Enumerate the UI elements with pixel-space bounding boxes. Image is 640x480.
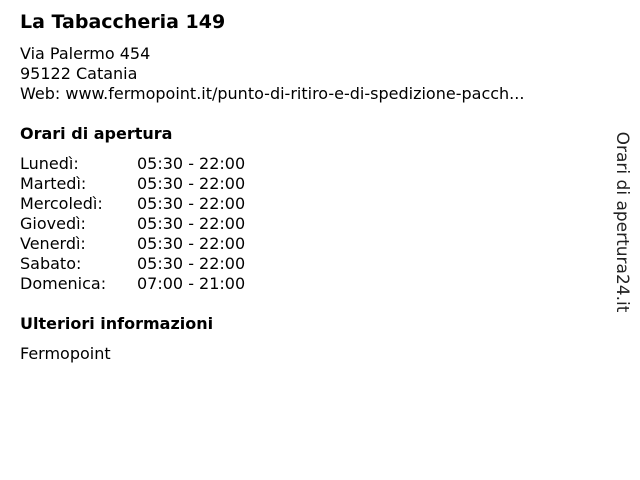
hours-row-thursday — [20, 214, 320, 234]
time-range: 05:30 - 22:00 — [137, 254, 246, 273]
time-range: 05:30 - 22:00 — [137, 194, 246, 213]
time-range: 05:30 - 22:00 — [137, 174, 246, 193]
time-range: 07:00 - 21:00 — [137, 274, 246, 293]
opening-hours-heading: Orari di apertura — [20, 124, 173, 143]
time-range: 05:30 - 22:00 — [137, 234, 246, 253]
additional-info-text: Fermopoint — [20, 344, 111, 363]
day-label: Domenica: — [20, 274, 107, 293]
day-label: Lunedì: — [20, 154, 79, 173]
city-address: 95122 Catania — [20, 64, 138, 83]
hours-row-sunday — [20, 274, 320, 294]
hours-row-wednesday — [20, 194, 320, 214]
opening-hours-table — [20, 154, 320, 294]
store-address — [20, 44, 524, 104]
day-label: Giovedì: — [20, 214, 86, 233]
day-label: Martedì: — [20, 174, 87, 193]
time-range: 05:30 - 22:00 — [137, 154, 246, 173]
hours-row-saturday — [20, 254, 320, 274]
site-watermark: Orari di apertura24.it — [612, 131, 632, 313]
hours-row-monday — [20, 154, 320, 174]
additional-info-heading: Ulteriori informazioni — [20, 314, 214, 333]
hours-row-tuesday — [20, 174, 320, 194]
day-label: Sabato: — [20, 254, 82, 273]
hours-row-friday — [20, 234, 320, 254]
day-label: Venerdì: — [20, 234, 86, 253]
store-name: La Tabaccheria 149 — [20, 11, 226, 33]
day-label: Mercoledì: — [20, 194, 103, 213]
time-range: 05:30 - 22:00 — [137, 214, 246, 233]
street-address: Via Palermo 454 — [20, 44, 151, 63]
website-link[interactable]: Web: www.fermopoint.it/punto-di-ritiro-e-di-spedizione-pacch... — [20, 84, 525, 103]
